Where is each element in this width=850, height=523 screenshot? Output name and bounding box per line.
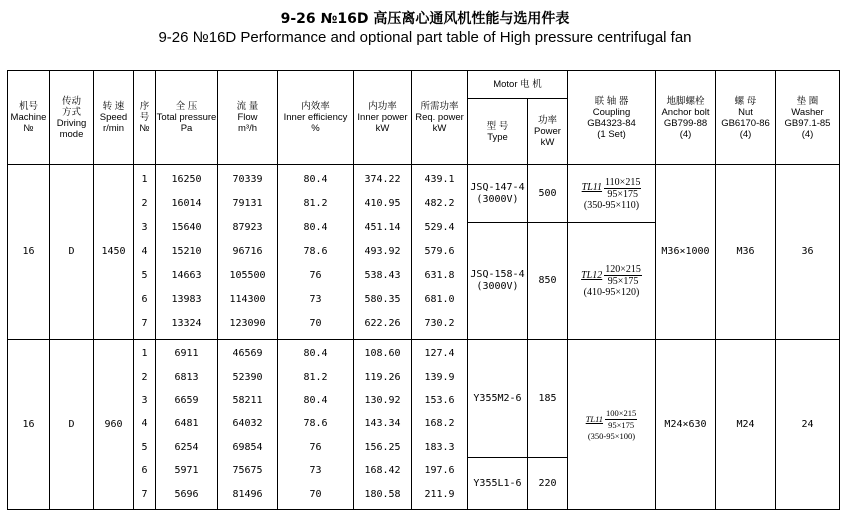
table-cell: 681.0 <box>424 294 455 305</box>
table-cell: 631.8 <box>424 270 455 281</box>
table-cell: 79131 <box>232 198 263 209</box>
table-cell: 1 <box>141 348 148 360</box>
table-cell: 143.34 <box>364 418 401 430</box>
table-cell: 168.42 <box>364 465 401 477</box>
table-cell: 4 <box>141 418 148 430</box>
table-cell: 211.9 <box>424 488 455 500</box>
group2-motor2-type: Y355L1-6 <box>468 458 528 510</box>
table-cell: 76 <box>309 270 322 281</box>
table-cell: 130.92 <box>364 395 401 407</box>
table-cell: 5 <box>141 441 148 453</box>
header-motor-type: 型 号 Type <box>468 99 528 165</box>
table-cell: 114300 <box>229 294 266 305</box>
group1-motor2-coupling: TL12 $\frac{120\times 215}{95\times 175}$ (410-95×120) <box>568 223 656 340</box>
table-cell: 6911 <box>174 348 199 360</box>
table-cell: 81.2 <box>303 198 328 209</box>
table-cell: 70 <box>309 488 322 500</box>
table-cell: 6481 <box>174 418 199 430</box>
table-cell: 6659 <box>174 395 199 407</box>
table-cell: 13324 <box>171 318 202 329</box>
group2-req-power-column <box>412 340 468 510</box>
table-cell: 81.2 <box>303 371 328 383</box>
group1-flow-column <box>218 165 278 340</box>
table-cell: 168.2 <box>424 418 455 430</box>
table-cell: 139.9 <box>424 371 455 383</box>
table-cell: 46569 <box>232 348 263 360</box>
table-cell: 6813 <box>174 371 199 383</box>
performance-table <box>7 70 840 510</box>
table-cell: 6 <box>141 294 148 305</box>
header-req-power: 所需功率 Req. power kW <box>412 71 468 165</box>
table-cell: 579.6 <box>424 246 455 257</box>
group1-pressure-column <box>156 165 218 340</box>
table-cell: 2 <box>141 371 148 383</box>
group2-motor1-type: Y355M2-6 <box>468 340 528 458</box>
group1-req-power-column <box>412 165 468 340</box>
table-cell: 153.6 <box>424 395 455 407</box>
table-cell: 180.58 <box>364 488 401 500</box>
group1-motor1-power: 500 <box>528 165 568 223</box>
table-cell: 16014 <box>171 198 202 209</box>
table-cell: 6 <box>141 465 148 477</box>
table-cell: 5696 <box>174 488 199 500</box>
table-cell: 15640 <box>171 222 202 233</box>
table-cell: 730.2 <box>424 318 455 329</box>
table-cell: 374.22 <box>364 174 401 185</box>
header-driving: 传动 方式 Driving mode <box>50 71 94 165</box>
header-coupling: 联 轴 器 Coupling GB4323-84 (1 Set) <box>568 71 656 165</box>
group1-anchor-bolt: M36×1000 <box>656 165 716 340</box>
table-cell: 16250 <box>171 174 202 185</box>
header-machine: 机号 Machine № <box>8 71 50 165</box>
group2-inner-power-column <box>354 340 412 510</box>
table-cell: 81496 <box>232 488 263 500</box>
group1-speed: 1450 <box>94 165 134 340</box>
group1-inner-power-column <box>354 165 412 340</box>
header-efficiency: 内效率 Inner efficiency % <box>278 71 354 165</box>
header-motor-power: 功率 Power kW <box>528 99 568 165</box>
table-cell: 123090 <box>229 318 266 329</box>
table-cell: 108.60 <box>364 348 401 360</box>
group2-driving: D <box>50 340 94 510</box>
table-cell: 80.4 <box>303 395 328 407</box>
group2-motor2-power: 220 <box>528 458 568 510</box>
header-washer: 垫 圈 Washer GB97.1-85 (4) <box>776 71 840 165</box>
header-pressure: 全 压 Total pressure Pa <box>156 71 218 165</box>
table-cell: 5 <box>141 270 148 281</box>
table-cell: 13983 <box>171 294 202 305</box>
table-cell: 96716 <box>232 246 263 257</box>
table-cell: 156.25 <box>364 441 401 453</box>
header-motor: Motor 电 机 <box>468 71 568 99</box>
group2-machine: 16 <box>8 340 50 510</box>
table-cell: 119.26 <box>364 371 401 383</box>
header-seq: 序 号 № <box>134 71 156 165</box>
table-cell: 87923 <box>232 222 263 233</box>
table-cell: 76 <box>309 441 322 453</box>
table-cell: 70 <box>309 318 322 329</box>
header-speed: 转 速 Speed r/min <box>94 71 134 165</box>
table-cell: 197.6 <box>424 465 455 477</box>
group1-motor1-type: JSQ-147-4 (3000V) <box>468 165 528 223</box>
group2-coupling: TL11 $\frac{100\times 215}{95\times 175}$ (350-95×100) <box>568 340 656 510</box>
group2-speed: 960 <box>94 340 134 510</box>
group2-nut: M24 <box>716 340 776 510</box>
table-cell: 127.4 <box>424 348 455 360</box>
table-cell: 80.4 <box>303 348 328 360</box>
title-chinese: 9-26 №16D 高压离心通风机性能与选用件表 <box>280 11 570 27</box>
table-cell: 78.6 <box>303 418 328 430</box>
table-cell: 451.14 <box>364 222 401 233</box>
table-cell: 69854 <box>232 441 263 453</box>
header-anchor-bolt: 地脚螺栓 Anchor bolt GB799-88 (4) <box>656 71 716 165</box>
table-cell: 622.26 <box>364 318 401 329</box>
group2-anchor-bolt: M24×630 <box>656 340 716 510</box>
table-cell: 538.43 <box>364 270 401 281</box>
table-cell: 14663 <box>171 270 202 281</box>
table-cell: 3 <box>141 395 148 407</box>
table-cell: 52390 <box>232 371 263 383</box>
header-inner-power: 内功率 Inner power kW <box>354 71 412 165</box>
table-cell: 58211 <box>232 395 263 407</box>
table-cell: 70339 <box>232 174 263 185</box>
table-cell: 3 <box>141 222 148 233</box>
group1-washer: 36 <box>776 165 840 340</box>
title-english: 9-26 №16D Performance and optional part table of High pressure centrifugal fan <box>158 29 692 46</box>
table-cell: 78.6 <box>303 246 328 257</box>
table-cell: 80.4 <box>303 174 328 185</box>
group2-washer: 24 <box>776 340 840 510</box>
table-cell: 5971 <box>174 465 199 477</box>
table-cell: 529.4 <box>424 222 455 233</box>
table-cell: 7 <box>141 488 148 500</box>
group2-efficiency-column <box>278 340 354 510</box>
table-cell: 1 <box>141 174 148 185</box>
group1-driving: D <box>50 165 94 340</box>
header-nut: 螺 母 Nut GB6170-86 (4) <box>716 71 776 165</box>
table-cell: 2 <box>141 198 148 209</box>
table-cell: 73 <box>309 465 322 477</box>
table-cell: 482.2 <box>424 198 455 209</box>
table-cell: 64032 <box>232 418 263 430</box>
group1-efficiency-column <box>278 165 354 340</box>
table-cell: 580.35 <box>364 294 401 305</box>
group2-motor1-power: 185 <box>528 340 568 458</box>
table-cell: 80.4 <box>303 222 328 233</box>
group1-seq-column <box>134 165 156 340</box>
table-cell: 439.1 <box>424 174 455 185</box>
group1-motor2-power: 850 <box>528 223 568 340</box>
group1-motor2-type: JSQ-158-4 (3000V) <box>468 223 528 340</box>
table-cell: 75675 <box>232 465 263 477</box>
group2-seq-column <box>134 340 156 510</box>
group2-pressure-column <box>156 340 218 510</box>
table-cell: 410.95 <box>364 198 401 209</box>
table-cell: 15210 <box>171 246 202 257</box>
group1-motor1-coupling: TL11 $\frac{110\times 215}{95\times 175}$ (350-95×110) <box>568 165 656 223</box>
table-cell: 4 <box>141 246 148 257</box>
table-cell: 183.3 <box>424 441 455 453</box>
group2-flow-column <box>218 340 278 510</box>
table-cell: 73 <box>309 294 322 305</box>
table-cell: 105500 <box>229 270 266 281</box>
table-cell: 6254 <box>174 441 199 453</box>
header-flow: 流 量 Flow m³/h <box>218 71 278 165</box>
group1-nut: M36 <box>716 165 776 340</box>
group1-machine: 16 <box>8 165 50 340</box>
table-cell: 7 <box>141 318 148 329</box>
table-cell: 493.92 <box>364 246 401 257</box>
